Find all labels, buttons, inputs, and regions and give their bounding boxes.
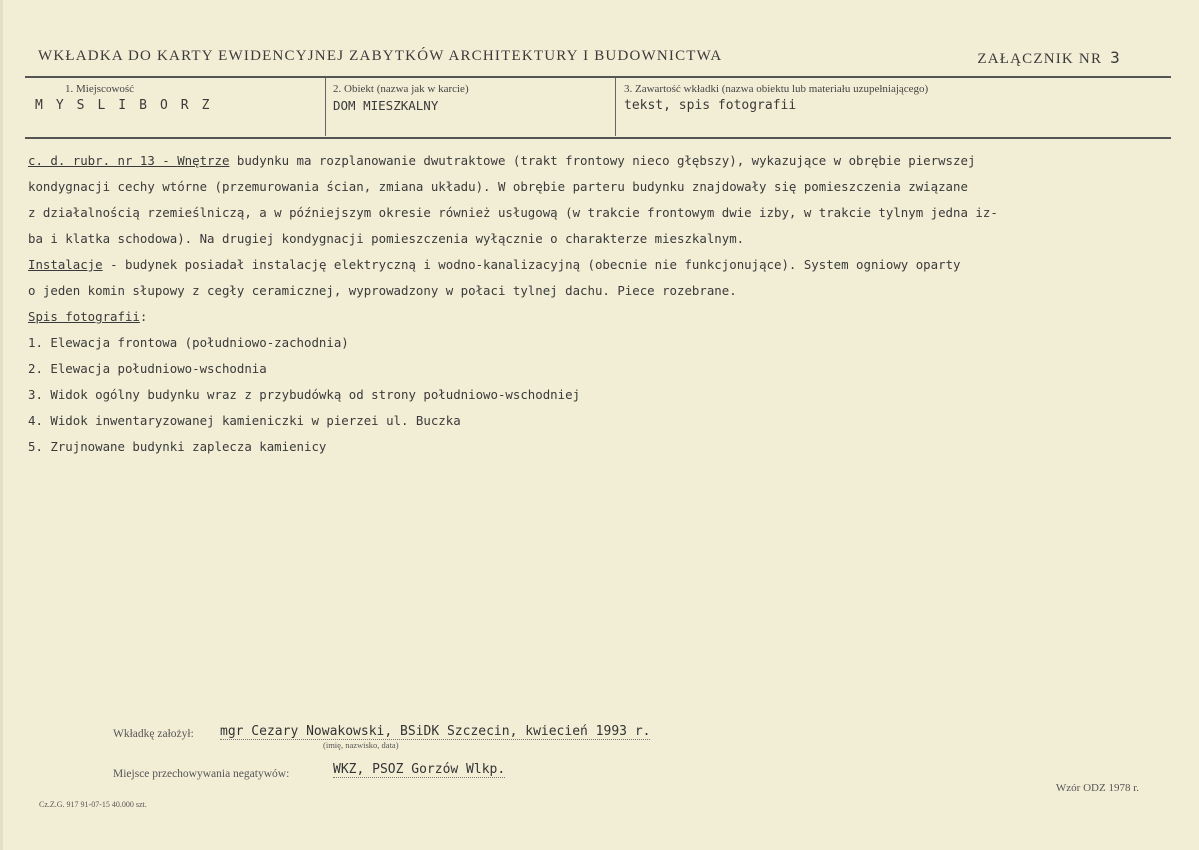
print-code: Cz.Z.G. 917 91-07-15 40.000 szt. — [39, 800, 147, 809]
interior-heading: Wnętrze — [177, 153, 230, 168]
author-value: mgr Cezary Nowakowski, BSiDK Szczecin, kwiecień 1993 r. — [220, 724, 651, 739]
photo-item: 2. Elewacja południowo-wschodnia — [28, 361, 267, 376]
negatives-label: Miejsce przechowywania negatywów: — [113, 768, 290, 780]
field-divider-1 — [325, 78, 326, 136]
body-line-4: ba i klatka schodowa). Na drugiej kondygnacji pomieszczenia wyłącznie o charakterze mieszkalnym. — [28, 231, 745, 246]
photo-item: 1. Elewacja frontowa (południowo-zachodnia) — [28, 335, 349, 350]
body-line-1-rest: budynku ma rozplanowanie dwutraktowe (trakt frontowy nieco głębszy), wykazujące w obrębie pierwszej — [229, 153, 976, 168]
annex-number: 3 — [1110, 48, 1121, 67]
content-value: tekst, spis fotografii — [624, 98, 797, 113]
description-body — [28, 148, 1168, 460]
body-line-5 — [28, 252, 1168, 278]
header-rule-bottom — [25, 137, 1171, 139]
photo-item: 3. Widok ogólny budynku wraz z przybudówką od strony południowo-wschodniej — [28, 387, 581, 402]
field-divider-2 — [615, 78, 616, 136]
body-line-6: o jeden komin słupowy z cegły ceramicznej, wyprowadzony w połaci tylnej dachu. Piece rozebrane. — [28, 283, 737, 298]
body-line-5-rest: - budynek posiadał instalację elektryczną i wodno-kanalizacyjną (obecnie nie funkcjonujące). System ogniowy oparty — [102, 257, 961, 272]
body-line-1 — [28, 148, 1168, 174]
author-label: Wkładkę założył: — [113, 728, 194, 740]
photo-item: 5. Zrujnowane budynki zaplecza kamienicy — [28, 439, 327, 454]
annex-label-text: ZAŁĄCZNIK NR — [977, 51, 1103, 67]
body-line-1-prefix: c. d. rubr. nr 13 - — [28, 153, 178, 168]
object-value: DOM MIESZKALNY — [333, 98, 439, 113]
photo-item: 4. Widok inwentaryzowanej kamieniczki w pierzei ul. Buczka — [28, 413, 461, 428]
body-line-2: kondygnacji cechy wtórne (przemurowania ścian, zmiana układu). W obrębie parteru budynku znajdowały się pomieszczenia związane — [28, 179, 968, 194]
photos-heading-line — [28, 304, 1168, 330]
photos-heading: Spis fotografii — [28, 309, 140, 324]
annex-label — [977, 48, 1121, 68]
author-hint: (imię, nazwisko, data) — [323, 740, 399, 750]
content-label: 3. Zawartość wkładki (nazwa obiektu lub materiału uzupełniającego) — [624, 83, 929, 95]
installations-heading: Instalacje — [28, 257, 103, 272]
locality-value: MYSLIBORZ — [35, 98, 223, 113]
negatives-value: WKZ, PSOZ Gorzów Wlkp. — [333, 762, 506, 777]
body-line-3: z działalnością rzemieślniczą, a w późniejszym okresie również usługową (w trakcie frontowym dwie izby, w trakcie tylnym jedna iz- — [28, 205, 998, 220]
header-rule-top — [25, 76, 1171, 78]
form-code: Wzór ODZ 1978 r. — [1055, 782, 1139, 794]
photos-heading-colon: : — [139, 309, 148, 324]
locality-label: 1. Miejscowość — [65, 83, 135, 95]
form-title: WKŁADKA DO KARTY EWIDENCYJNEJ ZABYTKÓW ARCHITEKTURY I BUDOWNICTWA — [38, 48, 723, 64]
object-label: 2. Obiekt (nazwa jak w karcie) — [333, 83, 469, 95]
